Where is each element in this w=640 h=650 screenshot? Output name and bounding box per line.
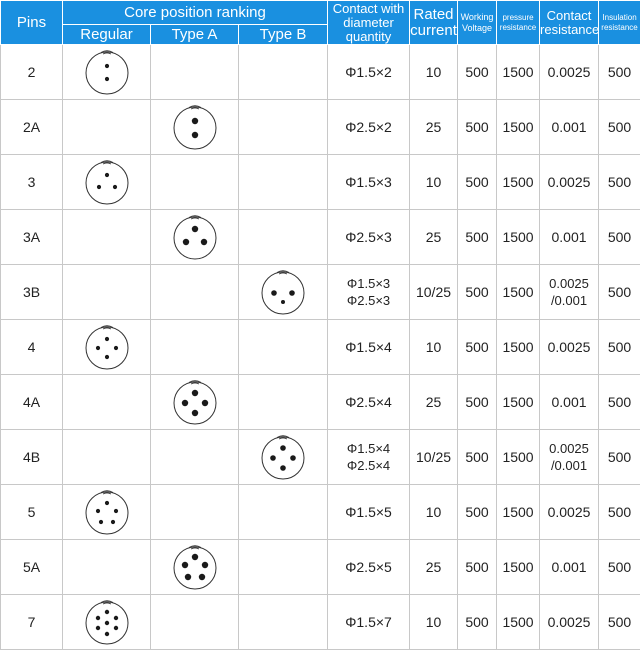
pins-cell: 3B — [1, 265, 63, 320]
pressure-resistance-cell: 1500 — [497, 540, 540, 595]
diagram-cell-type-b — [239, 45, 328, 100]
pressure-resistance-cell: 1500 — [497, 375, 540, 430]
pin-contact — [104, 77, 108, 81]
pins-3-type-b-diagram — [259, 268, 307, 316]
diagram-cell-type-b — [239, 155, 328, 210]
pin-contact — [96, 185, 100, 189]
contact-resistance-cell: 0.0025 — [540, 320, 599, 375]
pressure-resistance-cell: 1500 — [497, 265, 540, 320]
pins-cell: 5 — [1, 485, 63, 540]
diagram-cell-type-b — [239, 210, 328, 265]
working-voltage-cell: 500 — [458, 265, 497, 320]
contact-diameter-cell: Φ1.5×7 — [328, 595, 410, 650]
diagram-cell-regular — [63, 265, 151, 320]
contact-resistance-cell: 0.0025 /0.001 — [540, 265, 599, 320]
diagram-cell-type-b — [239, 485, 328, 540]
header-contact-diameter: Contact with diameter quantity — [328, 1, 410, 45]
pin-contact — [98, 520, 102, 524]
diagram-cell-regular — [63, 595, 151, 650]
diagram-cell-regular — [63, 430, 151, 485]
pins-5-type-a-diagram — [171, 543, 219, 591]
insulation-resistance-cell: 500 — [599, 430, 640, 485]
insulation-resistance-cell: 500 — [599, 155, 640, 210]
pin-contact — [201, 562, 207, 568]
connector-outline — [86, 492, 128, 534]
pin-contact — [104, 632, 108, 636]
insulation-resistance-cell: 500 — [599, 595, 640, 650]
diagram-cell-type-b — [239, 100, 328, 155]
rated-current-cell: 10 — [410, 45, 458, 100]
diagram-cell-regular — [63, 100, 151, 155]
rated-current-cell: 25 — [410, 100, 458, 155]
contact-resistance-cell: 0.0025 — [540, 595, 599, 650]
pin-contact — [182, 239, 188, 245]
pins-5-regular-diagram — [83, 488, 131, 536]
contact-diameter-cell: Φ1.5×2 — [328, 45, 410, 100]
working-voltage-cell: 500 — [458, 100, 497, 155]
pressure-resistance-cell: 1500 — [497, 155, 540, 210]
pins-4-type-b-diagram — [259, 433, 307, 481]
diagram-cell-type-a — [151, 430, 239, 485]
table-row — [1, 320, 640, 375]
pressure-resistance-cell: 1500 — [497, 210, 540, 265]
header-type-b: Type B — [239, 25, 328, 45]
connector-outline — [86, 327, 128, 369]
rated-current-cell: 10/25 — [410, 265, 458, 320]
working-voltage-cell: 500 — [458, 485, 497, 540]
pins-cell: 4A — [1, 375, 63, 430]
insulation-resistance-cell: 500 — [599, 265, 640, 320]
contact-resistance-cell: 0.001 — [540, 540, 599, 595]
diagram-cell-regular — [63, 155, 151, 210]
pin-contact — [104, 621, 108, 625]
pin-contact — [289, 290, 295, 296]
pin-contact — [191, 226, 197, 232]
contact-diameter-cell: Φ2.5×3 — [328, 210, 410, 265]
pins-4-type-a-diagram — [171, 378, 219, 426]
contact-resistance-cell: 0.0025 — [540, 485, 599, 540]
working-voltage-cell: 500 — [458, 540, 497, 595]
diagram-cell-type-a — [151, 375, 239, 430]
working-voltage-cell: 500 — [458, 45, 497, 100]
working-voltage-cell: 500 — [458, 320, 497, 375]
pin-contact — [113, 509, 117, 513]
header-rated-current: Rated current — [410, 1, 458, 45]
connector-outline — [86, 162, 128, 204]
pins-2-type-a-diagram — [171, 103, 219, 151]
diagram-cell-type-b — [239, 430, 328, 485]
pressure-resistance-cell: 1500 — [497, 430, 540, 485]
working-voltage-cell: 500 — [458, 595, 497, 650]
table-row — [1, 45, 640, 100]
header-pins: Pins — [1, 1, 63, 45]
rated-current-cell: 25 — [410, 375, 458, 430]
header-insulation-resistance: Insulation resistance — [599, 1, 640, 45]
diagram-cell-type-b — [239, 320, 328, 375]
header-core-position: Core position ranking — [63, 1, 328, 25]
diagram-cell-type-a — [151, 155, 239, 210]
connector-outline — [174, 107, 216, 149]
pin-contact — [104, 337, 108, 341]
header-working-voltage: Working Voltage — [458, 1, 497, 45]
pins-cell: 2A — [1, 100, 63, 155]
table-row — [1, 210, 640, 265]
contact-resistance-cell: 0.001 — [540, 100, 599, 155]
table-row — [1, 265, 640, 320]
contact-resistance-cell: 0.0025 /0.001 — [540, 430, 599, 485]
pin-contact — [113, 626, 117, 630]
pins-3-type-a-diagram — [171, 213, 219, 261]
diagram-cell-regular — [63, 540, 151, 595]
contact-diameter-cell: Φ1.5×4 — [328, 320, 410, 375]
table-row — [1, 540, 640, 595]
header-regular: Regular — [63, 25, 151, 45]
pressure-resistance-cell: 1500 — [497, 595, 540, 650]
contact-diameter-cell: Φ2.5×5 — [328, 540, 410, 595]
pin-contact — [191, 390, 197, 396]
diagram-cell-type-a — [151, 265, 239, 320]
pin-contact — [95, 616, 99, 620]
connector-outline — [262, 437, 304, 479]
pin-contact — [181, 400, 187, 406]
insulation-resistance-cell: 500 — [599, 210, 640, 265]
diagram-cell-regular — [63, 45, 151, 100]
diagram-cell-type-b — [239, 375, 328, 430]
pin-contact — [113, 616, 117, 620]
diagram-cell-type-a — [151, 100, 239, 155]
table-row — [1, 595, 640, 650]
rated-current-cell: 10 — [410, 320, 458, 375]
connector-outline — [262, 272, 304, 314]
pin-contact — [280, 465, 286, 471]
pins-cell: 3 — [1, 155, 63, 210]
pressure-resistance-cell: 1500 — [497, 485, 540, 540]
diagram-cell-type-a — [151, 320, 239, 375]
pin-contact — [191, 410, 197, 416]
pins-2-regular-diagram — [83, 48, 131, 96]
diagram-cell-type-a — [151, 485, 239, 540]
diagram-cell-regular — [63, 320, 151, 375]
pins-cell: 4B — [1, 430, 63, 485]
pin-contact — [281, 300, 285, 304]
pin-contact — [113, 346, 117, 350]
pin-contact — [104, 501, 108, 505]
pressure-resistance-cell: 1500 — [497, 320, 540, 375]
pins-4-regular-diagram — [83, 323, 131, 371]
table-row — [1, 375, 640, 430]
pin-contact — [184, 574, 190, 580]
diagram-cell-type-a — [151, 595, 239, 650]
diagram-cell-type-a — [151, 45, 239, 100]
insulation-resistance-cell: 500 — [599, 540, 640, 595]
rated-current-cell: 10 — [410, 595, 458, 650]
pin-contact — [104, 610, 108, 614]
diagram-cell-type-b — [239, 540, 328, 595]
table-row — [1, 155, 640, 210]
working-voltage-cell: 500 — [458, 210, 497, 265]
pin-contact — [112, 185, 116, 189]
table-row — [1, 430, 640, 485]
diagram-cell-regular — [63, 210, 151, 265]
connector-outline — [174, 547, 216, 589]
contact-resistance-cell: 0.001 — [540, 210, 599, 265]
working-voltage-cell: 500 — [458, 375, 497, 430]
diagram-cell-type-a — [151, 540, 239, 595]
pins-cell: 7 — [1, 595, 63, 650]
header-contact-resistance: Contact resistance — [540, 1, 599, 45]
contact-diameter-cell: Φ1.5×4 Φ2.5×4 — [328, 430, 410, 485]
rated-current-cell: 10 — [410, 155, 458, 210]
diagram-cell-type-b — [239, 265, 328, 320]
pins-cell: 5A — [1, 540, 63, 595]
connector-outline — [86, 52, 128, 94]
diagram-cell-regular — [63, 485, 151, 540]
pin-contact — [191, 118, 197, 124]
contact-resistance-cell: 0.0025 — [540, 155, 599, 210]
contact-resistance-cell: 0.001 — [540, 375, 599, 430]
pins-cell: 3A — [1, 210, 63, 265]
pin-contact — [200, 239, 206, 245]
insulation-resistance-cell: 500 — [599, 320, 640, 375]
pin-contact — [110, 520, 114, 524]
pins-cell: 2 — [1, 45, 63, 100]
pin-contact — [104, 355, 108, 359]
insulation-resistance-cell: 500 — [599, 100, 640, 155]
pressure-resistance-cell: 1500 — [497, 45, 540, 100]
contact-resistance-cell: 0.0025 — [540, 45, 599, 100]
pins-cell: 4 — [1, 320, 63, 375]
pin-contact — [201, 400, 207, 406]
insulation-resistance-cell: 500 — [599, 45, 640, 100]
header-type-a: Type A — [151, 25, 239, 45]
pin-contact — [191, 554, 197, 560]
pin-contact — [191, 132, 197, 138]
pins-7-regular-diagram — [83, 598, 131, 646]
contact-diameter-cell: Φ1.5×3 Φ2.5×3 — [328, 265, 410, 320]
table-header — [1, 1, 640, 45]
diagram-cell-type-a — [151, 210, 239, 265]
insulation-resistance-cell: 500 — [599, 375, 640, 430]
connector-outline — [174, 382, 216, 424]
working-voltage-cell: 500 — [458, 430, 497, 485]
rated-current-cell: 25 — [410, 210, 458, 265]
diagram-cell-regular — [63, 375, 151, 430]
pin-contact — [95, 346, 99, 350]
pin-contact — [280, 445, 286, 451]
rated-current-cell: 25 — [410, 540, 458, 595]
rated-current-cell: 10 — [410, 485, 458, 540]
contact-diameter-cell: Φ2.5×2 — [328, 100, 410, 155]
pin-contact — [104, 64, 108, 68]
table-body — [1, 45, 640, 650]
pin-contact — [181, 562, 187, 568]
connector-outline — [174, 217, 216, 259]
table-row — [1, 485, 640, 540]
diagram-cell-type-b — [239, 595, 328, 650]
contact-diameter-cell: Φ2.5×4 — [328, 375, 410, 430]
pin-contact — [95, 626, 99, 630]
pin-contact — [270, 455, 276, 461]
pin-contact — [104, 173, 108, 177]
contact-diameter-cell: Φ1.5×3 — [328, 155, 410, 210]
insulation-resistance-cell: 500 — [599, 485, 640, 540]
pressure-resistance-cell: 1500 — [497, 100, 540, 155]
pin-contact — [290, 455, 296, 461]
pin-contact — [271, 290, 277, 296]
header-pressure-resistance: pressure resistance — [497, 1, 540, 45]
table-row — [1, 100, 640, 155]
contact-diameter-cell: Φ1.5×5 — [328, 485, 410, 540]
working-voltage-cell: 500 — [458, 155, 497, 210]
pin-contact — [198, 574, 204, 580]
rated-current-cell: 10/25 — [410, 430, 458, 485]
pin-contact — [95, 509, 99, 513]
pins-3-regular-diagram — [83, 158, 131, 206]
